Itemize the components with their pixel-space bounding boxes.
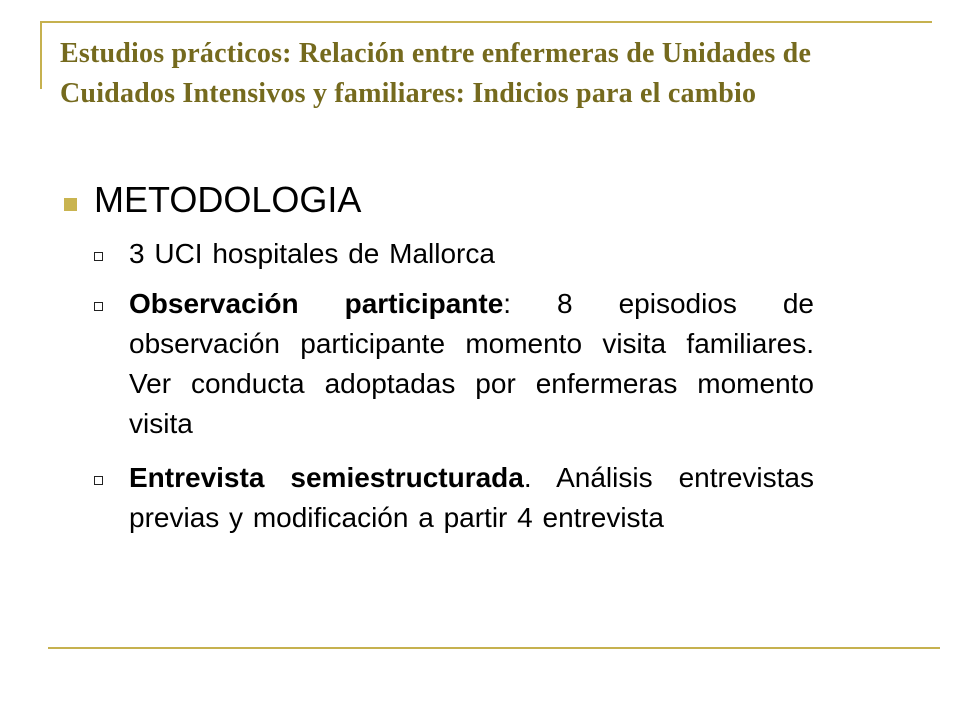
slide-title: Estudios prácticos: Relación entre enfermeras de Unidades de Cuidados Intensivos y familiares: Indicios para el cambio [60, 38, 812, 109]
list-item-bold: Entrevista semiestructurada [129, 462, 524, 493]
list-item [94, 234, 814, 274]
list-item [94, 458, 814, 578]
left-accent-bar [40, 21, 42, 89]
section-heading: METODOLOGIA [94, 179, 362, 220]
list-item-bold: Observación participante [129, 288, 504, 319]
list-item-body: : 8 episodios de observación participante momento visita familiares. Ver conducta adoptadas por enfermeras momento visita [129, 288, 814, 439]
list-item-body: 3 UCI hospitales de Mallorca [129, 238, 495, 269]
list-item-text [129, 234, 814, 274]
list-item [94, 284, 814, 444]
list-item-text [129, 458, 814, 538]
hollow-square-bullet-icon [94, 302, 103, 311]
bottom-divider [48, 647, 940, 649]
list-item-body: . Análisis entrevistas previas y modificación a partir 4 entrevista [129, 462, 815, 533]
hollow-square-bullet-icon [94, 476, 103, 485]
hollow-square-bullet-icon [94, 252, 103, 261]
filled-square-bullet-icon [64, 198, 77, 211]
list-item-text [129, 284, 814, 444]
top-divider [40, 21, 932, 23]
